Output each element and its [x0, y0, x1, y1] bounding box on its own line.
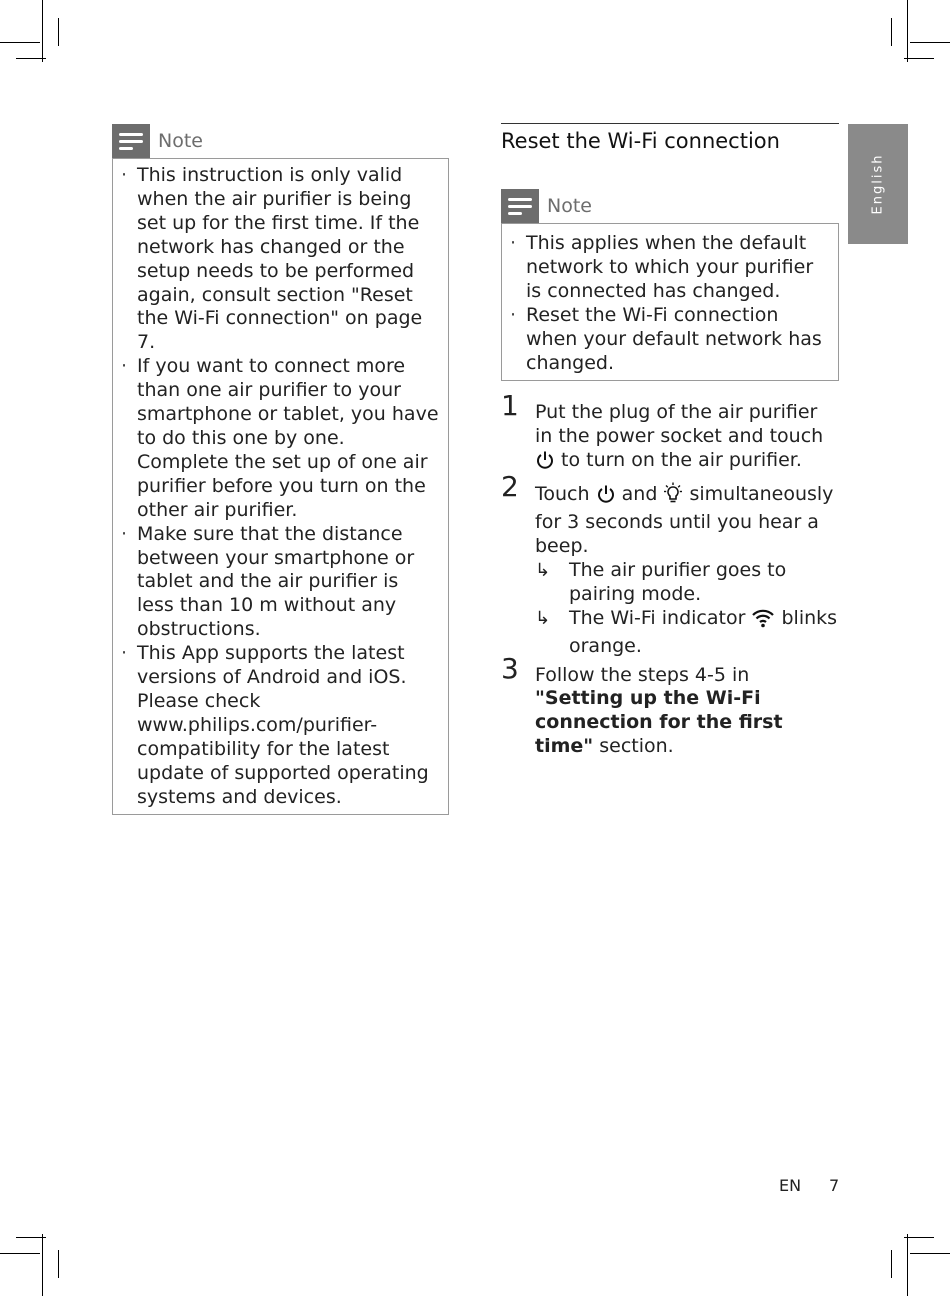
section-rule: [501, 123, 839, 124]
language-tab-label: English: [870, 153, 886, 215]
step-text: Put the plug of the air purifier in the power socket and touch: [535, 401, 824, 448]
step-number: 1: [501, 389, 519, 423]
result-arrow-icon: ↳: [535, 559, 551, 581]
step-2: [501, 470, 839, 658]
step-text: simultaneously for 3 seconds until you hear a beep.: [535, 483, 834, 557]
note-label: Note: [158, 130, 203, 152]
note-item: · This applies when the default network to which your purifier is connected has changed.: [502, 232, 830, 304]
light-bulb-icon: [663, 482, 683, 511]
result-text: The air purifier goes to pairing mode.: [569, 558, 787, 605]
right-column: [501, 123, 839, 759]
step-1: [501, 389, 839, 477]
step-text: to turn on the air purifier.: [561, 449, 802, 472]
note-box: [501, 223, 839, 381]
footer-language: EN: [779, 1176, 802, 1195]
note-list: [113, 164, 440, 809]
step-text: Follow the steps 4-5 in: [535, 663, 750, 686]
note-header: [112, 124, 449, 158]
result-item: [535, 559, 839, 607]
result-arrow-icon: ↳: [535, 607, 551, 629]
note-item: · Reset the Wi-Fi connection when your default network has changed.: [502, 304, 830, 376]
step-number: 2: [501, 470, 519, 504]
right-note: [501, 189, 839, 381]
step-text: Touch: [535, 483, 590, 506]
wifi-icon: [751, 608, 775, 635]
note-label: Note: [547, 195, 592, 217]
step-3: [501, 651, 839, 760]
note-item: · If you want to connect more than one air purifier to your smartphone or tablet, you have to do this one by one. Complete the set up of one air purifier before you turn on the other air purifier.: [113, 355, 440, 522]
section-title: Reset the Wi-Fi connection: [501, 129, 780, 153]
power-icon: [535, 450, 555, 477]
note-item: · This App supports the latest versions of Android and iOS. Please check www.philips.com/purifier-compatibility for the latest update of supported operating systems and devices.: [113, 642, 440, 809]
note-item: · Make sure that the distance between your smartphone or tablet and the air purifier is less than 10 m without any obstructions.: [113, 523, 440, 643]
step-text: section.: [599, 735, 674, 758]
note-item: · This instruction is only valid when the air purifier is being set up for the first time. If the network has changed or the setup needs to be performed again, consult section "Reset the Wi-Fi connection" on page 7.: [113, 164, 440, 355]
steps-list: [501, 389, 839, 759]
step-text: and: [621, 483, 658, 506]
left-note: [112, 124, 449, 815]
note-icon: [112, 124, 150, 158]
result-text: The Wi-Fi indicator: [569, 606, 746, 629]
result-text: blinks orange.: [569, 606, 838, 657]
power-icon: [596, 484, 616, 511]
result-item: [535, 607, 839, 659]
step-number: 3: [501, 651, 519, 685]
note-list: [502, 232, 830, 375]
page-number: 7: [829, 1176, 840, 1195]
step-link-text: "Setting up the Wi-Fi connection for the first time": [535, 687, 783, 758]
note-header: [501, 189, 839, 223]
note-icon: [501, 189, 539, 223]
language-tab: [848, 124, 908, 244]
note-box: [112, 158, 449, 815]
